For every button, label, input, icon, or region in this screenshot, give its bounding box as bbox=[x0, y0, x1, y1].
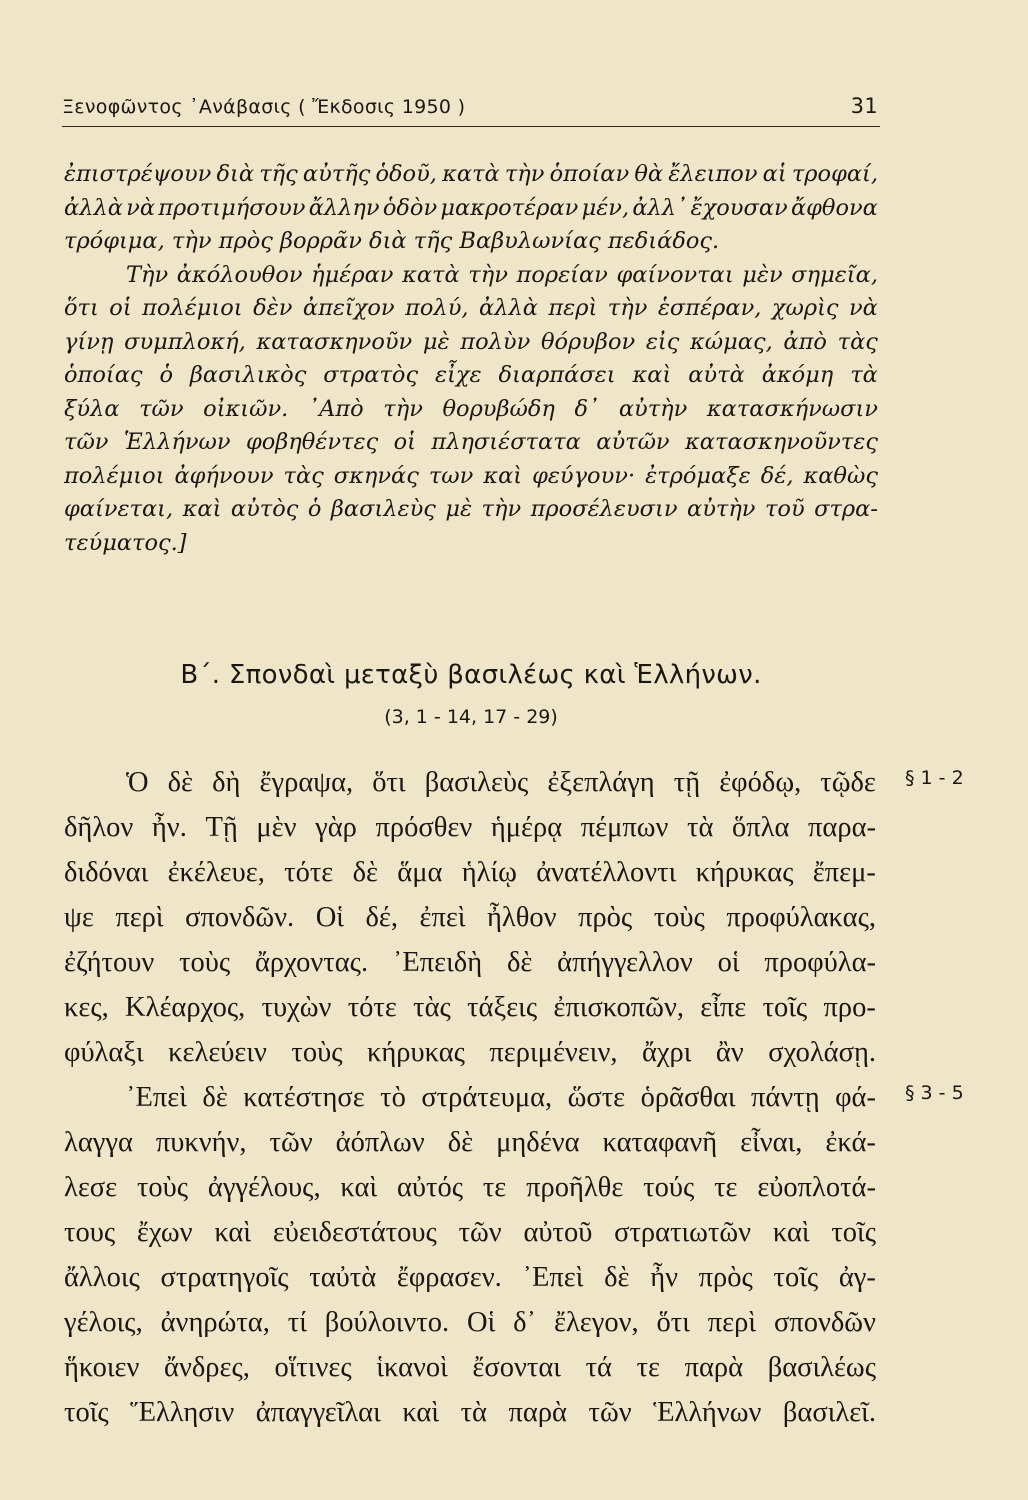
greek-line: φύλαξι κελεύειν τοὺς κήρυκας περιμένειν, ἄχρι ἂν σχολάσῃ. bbox=[64, 1037, 876, 1068]
greek-line: κες, Κλέαρχος, τυχὼν τότε τὰς τάξεις ἐπισκοπῶν, εἶπε τοῖς προ- bbox=[64, 992, 876, 1023]
translation-paragraph bbox=[64, 158, 878, 560]
translation-line: τεύματος.] bbox=[64, 529, 187, 556]
header-rule bbox=[62, 126, 880, 127]
greek-line: Ὁ δὲ δὴ ἔγραψα, ὅτι βασιλεὺς ἐξεπλάγη τῇ ἐφόδῳ, τῷδε bbox=[126, 767, 876, 798]
greek-line: λαγγα πυκνήν, τῶν ἀόπλων δὲ μηδένα καταφανῆ εἶναι, ἐκά- bbox=[64, 1127, 876, 1158]
translation-line: γίνῃ συμπλοκή, κατασκηνοῦν μὲ πολὺν θόρυβον εἰς κώμας, ἀπὸ τὰς bbox=[64, 328, 878, 355]
greek-line: ἥκοιεν ἄνδρες, οἵτινες ἱκανοὶ ἔσονται τά τε παρὰ βασιλέως bbox=[64, 1352, 876, 1383]
greek-line: ψε περὶ σπονδῶν. Οἱ δέ, ἐπεὶ ἦλθον πρὸς τοὺς προφύλακας, bbox=[64, 902, 876, 933]
greek-line: ἄλλοις στρατηγοῖς ταὐτὰ ἔφρασεν. ᾿Επεὶ δὲ ἦν πρὸς τοῖς ἀγ- bbox=[64, 1262, 876, 1293]
greek-line: ᾿Επεὶ δὲ κατέστησε τὸ στράτευμα, ὥστε ὁρᾶσθαι πάντῃ φά- bbox=[126, 1082, 876, 1113]
translation-line: ἐπιστρέψουν διὰ τῆς αὐτῆς ὁδοῦ, κατὰ τὴν ὁποίαν θὰ ἔλειπον αἱ τροφαί, bbox=[64, 161, 878, 187]
section-title: Β΄. Σπονδαὶ μεταξὺ βασιλέως καὶ Ἑλλήνων. bbox=[180, 660, 762, 690]
page-number: 31 bbox=[850, 94, 878, 118]
greek-line: γέλοις, ἀνηρώτα, τί βούλοιντο. Οἱ δ᾿ ἔλεγον, ὅτι περὶ σπονδῶν bbox=[64, 1307, 876, 1338]
running-header bbox=[62, 96, 878, 122]
running-title: Ξενοφῶντος ᾿Ανάβασις ( Ἔκδοσις 1950 ) bbox=[62, 96, 466, 118]
translation-line: ὅτι οἱ πολέμιοι δὲν ἀπεῖχον πολύ, ἀλλὰ περὶ τὴν ἑσπέραν, χωρὶς νὰ bbox=[64, 295, 878, 321]
margin-note-section: § 1 - 2 bbox=[905, 767, 964, 789]
greek-line: ἐζήτουν τοὺς ἄρχοντας. ᾿Επειδὴ δὲ ἀπήγγελλον οἱ προφύλα- bbox=[64, 947, 876, 978]
margin-note-section: § 3 - 5 bbox=[905, 1082, 964, 1104]
greek-line: λεσε τοὺς ἀγγέλους, καὶ αὐτός τε προῆλθε τούς τε εὐοπλοτά- bbox=[64, 1172, 876, 1203]
translation-line: πολέμιοι ἀφήνουν τὰς σκηνάς των καὶ φεύγουν· ἐτρόμαξε δέ, καθὼς bbox=[64, 462, 878, 489]
greek-line: δῆλον ἦν. Τῇ μὲν γὰρ πρόσθεν ἡμέρᾳ πέμπων τὰ ὅπλα παρα- bbox=[64, 812, 876, 843]
section-reference: (3, 1 - 14, 17 - 29) bbox=[384, 706, 558, 728]
translation-line: φαίνεται, καὶ αὐτὸς ὁ βασιλεὺς μὲ τὴν προσέλευσιν αὐτὴν τοῦ στρα- bbox=[64, 496, 878, 522]
translation-line: ὁποίας ὁ βασιλικὸς στρατὸς εἶχε διαρπάσει καὶ αὐτὰ ἀκόμη τὰ bbox=[64, 362, 878, 388]
greek-line: διδόναι ἐκέλευε, τότε δὲ ἅμα ἡλίῳ ἀνατέλλοντι κήρυκας ἔπεμ- bbox=[64, 857, 876, 888]
translation-line: τρόφιμα, τὴν πρὸς βορρᾶν διὰ τῆς Βαβυλωνίας πεδιάδος. bbox=[64, 228, 720, 254]
greek-line: τους ἔχων καὶ εὐειδεστάτους τῶν αὐτοῦ στρατιωτῶν καὶ τοῖς bbox=[64, 1217, 876, 1248]
translation-line: τῶν Ἑλλήνων φοβηθέντες οἱ πλησιέστατα αὐτῶν κατασκηνοῦντες bbox=[64, 429, 878, 455]
greek-line: τοῖς Ἕλλησιν ἀπαγγεῖλαι καὶ τὰ παρὰ τῶν Ἑλλήνων βασιλεῖ. bbox=[64, 1397, 876, 1428]
translation-line: ἀλλὰ νὰ προτιμήσουν ἄλλην ὁδὸν μακροτέραν μέν, ἀλλ᾿ ἔχουσαν ἄφθονα bbox=[64, 194, 878, 221]
greek-text bbox=[64, 760, 876, 1435]
translation-line: Τὴν ἀκόλουθον ἡμέραν κατὰ τὴν πορείαν φαίνονται μὲν σημεῖα, bbox=[126, 261, 878, 288]
translation-line: ξύλα τῶν οἰκιῶν. ᾿Απὸ τὴν θορυβώδη δ᾿ αὐτὴν κατασκήνωσιν bbox=[64, 395, 878, 422]
